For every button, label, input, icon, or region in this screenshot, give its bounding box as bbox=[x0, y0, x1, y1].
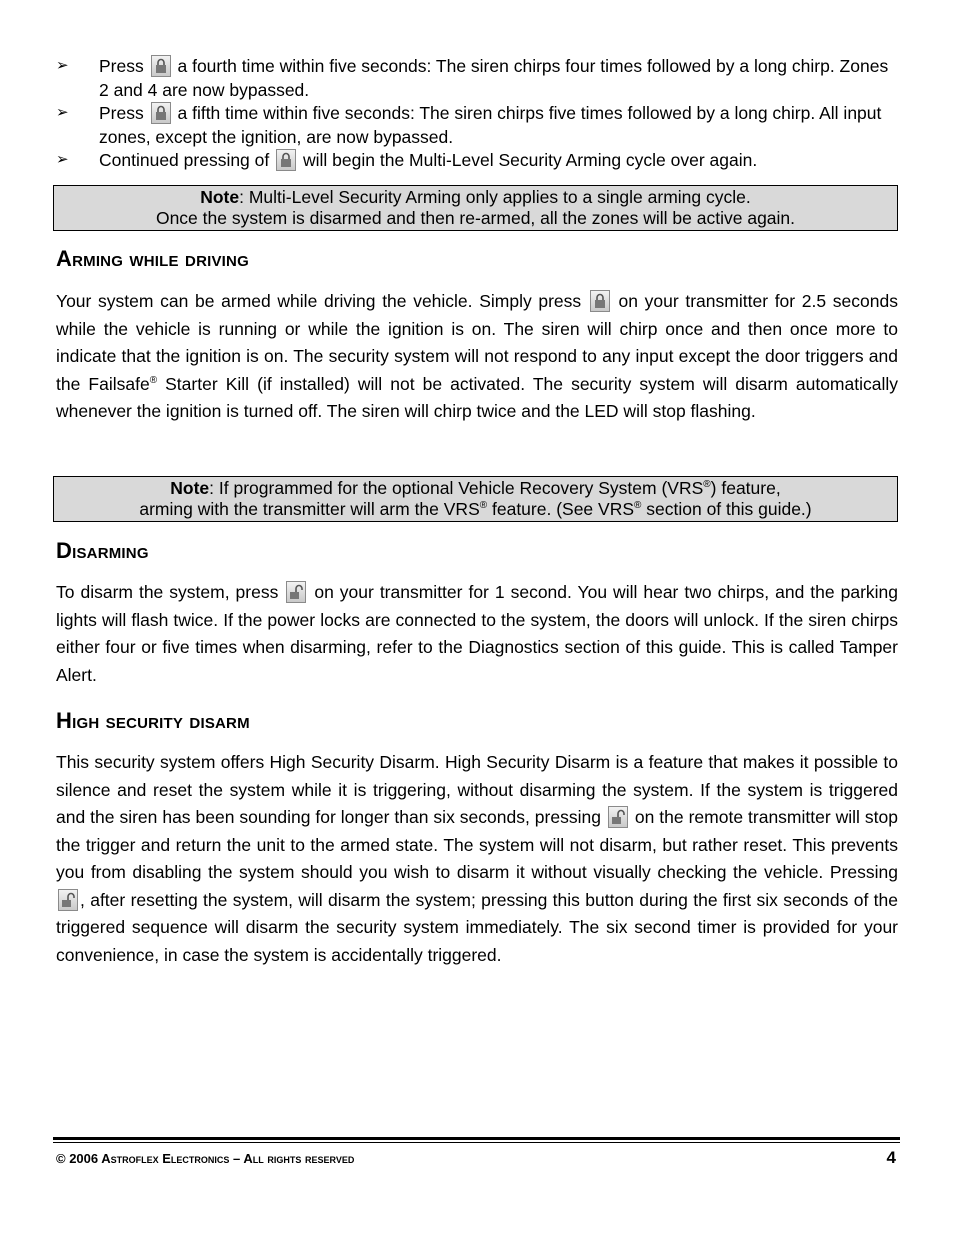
footer-divider-thin bbox=[53, 1142, 900, 1143]
lock-button-icon bbox=[151, 55, 171, 77]
note-box-multi-level: Note: Multi-Level Security Arming only applies to a single arming cycle. Once the system is disarmed and then re-armed, all the zones will be active again. bbox=[53, 185, 898, 231]
note-box-vrs: Note: If programmed for the optional Vehicle Recovery System (VRS®) feature, arming with the transmitter will arm the VRS® feature. (See VRS® section of this guide.) bbox=[53, 476, 898, 522]
bullet-item: ➢ Continued pressing of will begin the Multi-Level Security Arming cycle over again. bbox=[56, 150, 758, 170]
bullet-item: ➢ Press a fourth time within five seconds: The siren chirps four times followed by a long chirp. Zones 2 and 4 are now bypassed. bbox=[56, 56, 889, 100]
section-heading-arming-while-driving: Arming while driving bbox=[56, 246, 249, 271]
lock-button-icon bbox=[276, 149, 296, 171]
lock-button-icon bbox=[151, 102, 171, 124]
footer-copyright: © 2006 Astroflex Electronics – All rights reserved bbox=[56, 1151, 355, 1166]
arrow-bullet-icon: ➢ bbox=[56, 151, 69, 168]
section-heading-disarming: Disarming bbox=[56, 538, 149, 563]
page-number: 4 bbox=[886, 1148, 896, 1167]
paragraph-disarming: To disarm the system, press on your transmitter for 1 second. You will hear two chirps, and the parking lights will flash twice. If the power locks are connected to the system, the doors will unlock. If the siren chirps either four or five times when disarming, refer to the Diagnostics section of this guide. This is called Tamper Alert. bbox=[56, 582, 898, 685]
bullet-list bbox=[56, 54, 896, 171]
section-heading-high-security-disarm: High security disarm bbox=[56, 708, 250, 733]
paragraph-arming-while-driving: Your system can be armed while driving the vehicle. Simply press on your transmitter for 2.5 seconds while the vehicle is running or while the ignition is on. The siren will chirp once and then once more to indicate that the ignition is on. The security system will not respond to any input except the door triggers and the Failsafe® Starter Kill (if installed) will not be activated. The security system will disarm automatically whenever the ignition is turned off. The siren will chirp twice and the LED will stop flashing. bbox=[56, 291, 899, 421]
arrow-bullet-icon: ➢ bbox=[56, 104, 69, 121]
paragraph-high-security-disarm: This security system offers High Security Disarm. High Security Disarm is a feature that makes it possible to silence and reset the system while it is triggering, without disarming the system. If the system is triggered and the siren has been sounding for longer than six seconds, pressing on the remote transmitter will stop the trigger and return the unit to the armed state. The system will not disarm, but rather reset. This prevents you from disabling the system should you wish to disarm it without visually checking the vehicle. Pressing , after resetting the system, will disarm the system; pressing this button during the first six seconds of the triggered sequence will disarm the security system immediately. The six second timer is provided for your convenience, in case the system is accidentally triggered. bbox=[56, 752, 898, 965]
lock-button-icon bbox=[590, 290, 610, 312]
arrow-bullet-icon: ➢ bbox=[56, 57, 69, 74]
unlock-button-icon bbox=[286, 581, 306, 603]
unlock-button-icon bbox=[608, 806, 628, 828]
unlock-button-icon bbox=[58, 889, 78, 911]
footer-divider-thick bbox=[53, 1137, 900, 1140]
bullet-item: ➢ Press a fifth time within five seconds: The siren chirps five times followed by a long chirp. All input zones, except the ignition, are now bypassed. bbox=[56, 103, 882, 147]
